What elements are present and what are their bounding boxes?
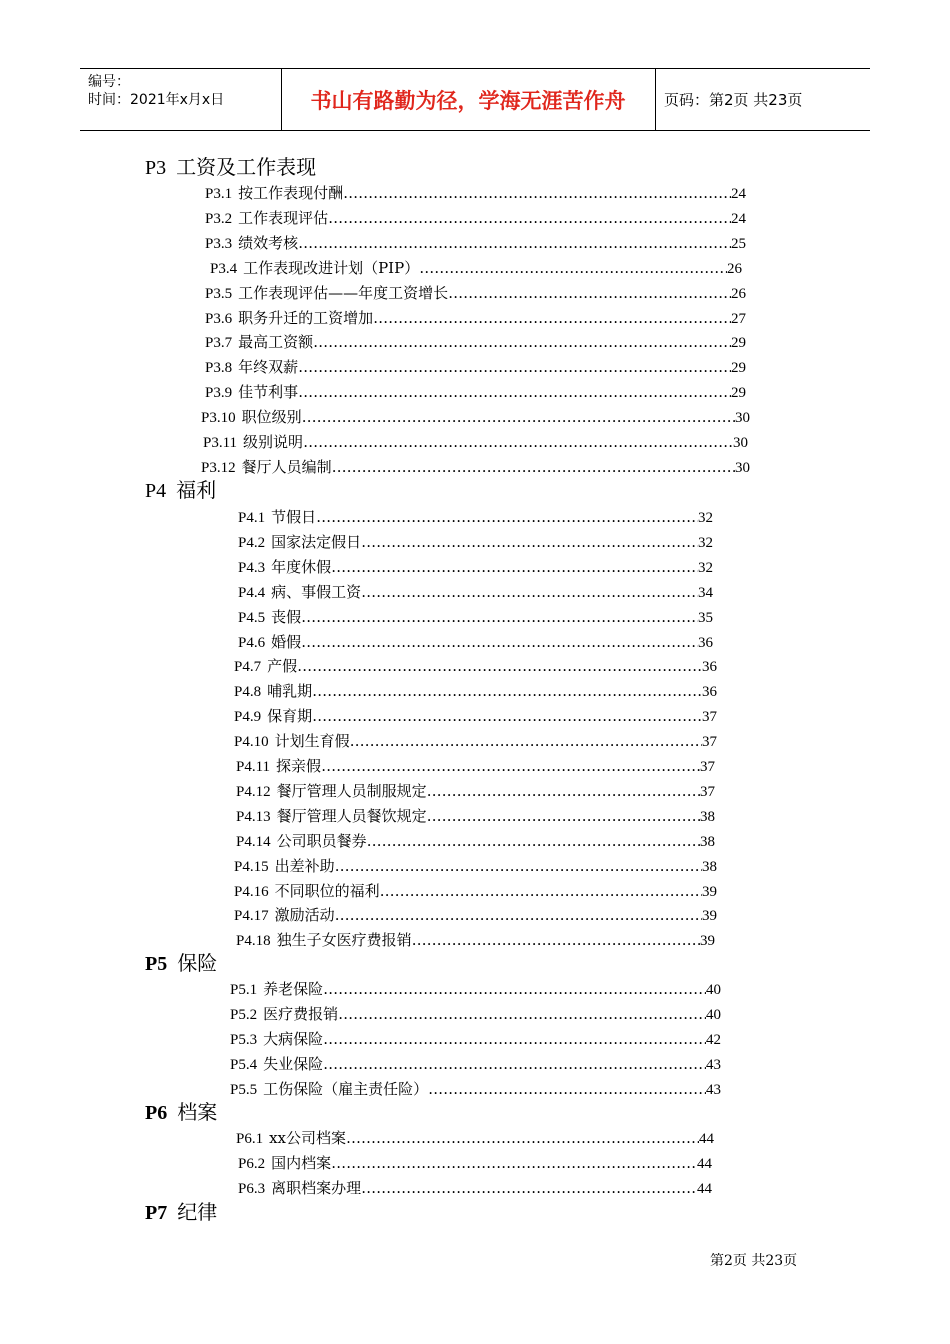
toc-entry[interactable]: [236, 831, 715, 852]
dot-leader: [361, 582, 698, 602]
toc-entry[interactable]: [238, 507, 713, 528]
section-code: P5: [145, 953, 168, 975]
dot-leader: [367, 831, 700, 851]
toc-entry-title: 离职档案办理: [271, 1178, 362, 1197]
dot-leader: [301, 607, 698, 627]
section-heading: [145, 1100, 217, 1125]
toc-entry-code: P4.6: [238, 634, 266, 651]
toc-entry-code: P3.11: [203, 435, 238, 451]
toc-entry[interactable]: [236, 806, 715, 827]
toc-entry[interactable]: [234, 681, 717, 702]
toc-entry-title: 绩效考核: [238, 233, 299, 252]
section-title: 福利: [176, 478, 217, 502]
toc-entry-page: 26: [727, 260, 742, 277]
dot-leader: [316, 507, 698, 527]
dot-leader: [301, 632, 698, 652]
toc-entry-code: P4.13: [236, 808, 271, 825]
toc-entry-title: 按工作表现付酬: [238, 184, 344, 202]
section-heading: [145, 1200, 217, 1225]
toc-entry-title: 公司职员餐券: [276, 831, 367, 850]
dot-leader: [298, 233, 731, 253]
toc-entry-title: 保育期: [267, 707, 313, 726]
toc-entry-title: 医疗费报销: [263, 1004, 339, 1023]
toc-entry[interactable]: [238, 632, 713, 653]
toc-entry[interactable]: [230, 979, 721, 1000]
header-motto: 书山有路勤为径，学海无涯苦作舟: [310, 88, 626, 113]
toc-entry[interactable]: [234, 656, 717, 677]
dot-leader: [302, 407, 735, 427]
toc-entry-code: P3.6: [205, 310, 233, 327]
toc-entry-page: 34: [698, 584, 713, 601]
dot-leader: [323, 1054, 706, 1074]
toc-entry[interactable]: [201, 407, 750, 428]
toc-entry-code: P3.12: [201, 459, 236, 476]
toc-entry-title: 病、事假工资: [271, 582, 362, 601]
toc-entry-page: 30: [733, 435, 748, 451]
toc-entry-title: 职位级别: [241, 408, 302, 427]
toc-entry-page: 42: [706, 1031, 721, 1048]
toc-entry-code: P3.4: [210, 260, 238, 277]
toc-entry-code: P3.8: [205, 360, 233, 377]
toc-entry-title: 职务升迁的工资增加: [238, 308, 374, 327]
toc-entry[interactable]: [230, 1079, 721, 1100]
toc-entry-page: 32: [698, 534, 713, 551]
dot-leader: [323, 1029, 706, 1049]
toc-entry[interactable]: [230, 1004, 721, 1025]
dot-leader: [361, 532, 698, 552]
toc-entry[interactable]: [234, 856, 717, 877]
toc-entry-code: P5.4: [230, 1056, 258, 1073]
toc-entry[interactable]: [230, 1029, 721, 1050]
section-title: 纪律: [177, 1200, 218, 1224]
dot-leader: [312, 706, 702, 726]
dot-leader: [323, 979, 706, 999]
dot-leader: [338, 1004, 706, 1024]
toc-entry-page: 37: [700, 783, 715, 800]
section-heading: [145, 155, 316, 180]
toc-entry-page: 40: [706, 982, 721, 998]
dot-leader: [427, 781, 700, 801]
toc-entry-page: 43: [706, 1081, 721, 1098]
toc-entry-title: 丧假: [271, 607, 302, 626]
dot-leader: [419, 258, 727, 278]
toc-entry-code: P6.1: [236, 1131, 264, 1147]
toc-entry-code: P3.9: [205, 385, 233, 402]
toc-entry-page: 43: [706, 1056, 721, 1073]
toc-entry-page: 39: [702, 908, 717, 925]
toc-entry-title: 餐厅管理人员餐饮规定: [276, 806, 427, 825]
toc-entry[interactable]: [203, 432, 748, 453]
toc-entry[interactable]: [238, 557, 713, 578]
toc-entry-code: P6.3: [238, 1180, 266, 1197]
toc-entry-code: P4.4: [238, 584, 266, 601]
toc-entry[interactable]: [205, 382, 746, 403]
toc-entry-code: P4.1: [238, 510, 266, 526]
toc-entry-code: P3.7: [205, 335, 233, 352]
header-table: [80, 68, 870, 131]
toc-entry[interactable]: [238, 532, 713, 553]
toc-entry-page: 24: [731, 210, 746, 227]
header-page-label: 页码：第2页 共23页: [664, 91, 803, 109]
toc-entry-title: 出差补助: [274, 856, 335, 875]
toc-entry-code: P6.2: [238, 1155, 266, 1172]
dot-leader: [343, 183, 731, 203]
toc-entry-code: P3.5: [205, 285, 233, 302]
dot-leader: [427, 806, 700, 826]
toc-entry-code: P4.12: [236, 783, 271, 800]
toc-entry-title: 餐厅管理人员制服规定: [276, 781, 427, 800]
toc-entry-title: 工作表现评估: [238, 208, 329, 227]
dot-leader: [332, 457, 735, 477]
toc-entry-title: 独生子女医疗费报销: [276, 931, 412, 950]
dot-leader: [346, 1128, 699, 1148]
toc-entry-title: 探亲假: [276, 757, 322, 775]
toc-entry[interactable]: [205, 283, 746, 304]
header-divider: [655, 69, 656, 130]
toc-entry[interactable]: [238, 1153, 712, 1174]
toc-entry-page: 37: [700, 759, 715, 775]
toc-entry-code: P4.17: [234, 908, 269, 925]
toc-entry-page: 36: [702, 659, 717, 676]
toc-entry-page: 38: [700, 833, 715, 850]
toc-entry-page: 37: [702, 709, 717, 726]
toc-entry-title: 餐厅人员编制: [241, 457, 332, 476]
dot-leader: [298, 382, 731, 402]
dot-leader: [313, 332, 731, 352]
toc-entry[interactable]: [201, 457, 750, 478]
toc-entry-page: 39: [700, 933, 715, 950]
toc-entry-title: 产假: [267, 657, 298, 676]
toc-entry-title: 国家法定假日: [271, 532, 362, 551]
dot-leader: [298, 357, 731, 377]
toc-entry-title: 计划生育假: [274, 732, 350, 751]
toc-entry-code: P5.5: [230, 1081, 258, 1098]
toc-entry-code: P3.3: [205, 235, 233, 252]
toc-entry[interactable]: [205, 208, 746, 229]
toc-entry-title: 佳节利事: [238, 383, 299, 402]
toc-entry[interactable]: [234, 706, 717, 727]
toc-entry-title: 大病保险: [263, 1029, 324, 1048]
toc-entry-title: 哺乳期: [267, 682, 313, 701]
toc-entry-title: 工作表现评估——年度工资增长: [238, 283, 449, 302]
toc-entry-page: 36: [698, 634, 713, 651]
toc-entry[interactable]: [236, 756, 715, 777]
toc-entry-title: 激励活动: [274, 906, 335, 925]
toc-entry-page: 27: [731, 310, 746, 327]
toc-entry-code: P4.8: [234, 684, 262, 701]
document-number-label: 编号：: [88, 74, 130, 90]
toc-entry-code: P5.2: [230, 1006, 258, 1023]
toc-entry-page: 39: [702, 883, 717, 900]
section-code: P4: [145, 480, 167, 502]
document-time-label: 时间：2021年x月x日: [88, 92, 225, 108]
toc-entry[interactable]: [205, 308, 746, 329]
toc-entry-title: xx公司档案: [269, 1129, 347, 1147]
toc-entry-title: 年终双薪: [238, 358, 299, 377]
toc-entry-page: 32: [698, 510, 713, 526]
dot-leader: [331, 557, 698, 577]
toc-entry[interactable]: [238, 1178, 712, 1199]
dot-leader: [350, 731, 702, 751]
dot-leader: [297, 656, 702, 676]
toc-entry-page: 30: [735, 410, 750, 427]
toc-entry-code: P4.10: [234, 734, 269, 751]
toc-entry-code: P3.1: [205, 186, 233, 202]
toc-entry[interactable]: [205, 357, 746, 378]
toc-entry[interactable]: [238, 607, 713, 628]
toc-entry[interactable]: [238, 582, 713, 603]
toc-entry-page: 35: [698, 609, 713, 626]
header-meta: [80, 69, 280, 130]
dot-leader: [328, 208, 731, 228]
page-footer: 第2页 共23页: [710, 1253, 798, 1269]
toc-entry-page: 26: [731, 285, 746, 302]
toc-entry-code: P4.15: [234, 858, 269, 875]
toc-entry-title: 国内档案: [271, 1153, 332, 1172]
toc-entry-page: 37: [702, 734, 717, 751]
toc-entry-page: 44: [697, 1155, 712, 1172]
dot-leader: [335, 905, 702, 925]
toc-entry-page: 30: [735, 459, 750, 476]
toc-entry-code: P5.3: [230, 1031, 258, 1048]
toc-entry-title: 节假日: [271, 508, 317, 526]
dot-leader: [303, 432, 733, 452]
toc-entry[interactable]: [205, 183, 746, 204]
toc-entry-title: 婚假: [271, 632, 302, 651]
toc-entry[interactable]: [205, 233, 746, 254]
toc-entry-title: 工作表现改进计划（PIP）: [243, 258, 420, 277]
toc-entry-page: 40: [706, 1006, 721, 1023]
toc-entry-code: P4.11: [236, 759, 271, 775]
toc-entry[interactable]: [234, 731, 717, 752]
toc-entry-title: 失业保险: [263, 1054, 324, 1073]
section-code: P7: [145, 1202, 168, 1224]
dot-leader: [335, 856, 702, 876]
toc-entry[interactable]: [230, 1054, 721, 1075]
toc-entry-page: 44: [699, 1131, 714, 1147]
toc-entry[interactable]: [205, 332, 746, 353]
toc-entry-code: P4.5: [238, 609, 266, 626]
toc-entry-code: P4.7: [234, 659, 262, 676]
toc-entry-code: P3.10: [201, 410, 236, 427]
toc-entry[interactable]: [236, 781, 715, 802]
dot-leader: [312, 681, 702, 701]
toc-entry-page: 29: [731, 385, 746, 402]
toc-entry-page: 29: [731, 360, 746, 377]
toc-entry-code: P4.3: [238, 559, 266, 576]
toc-entry-title: 级别说明: [243, 433, 304, 451]
dot-leader: [448, 283, 731, 303]
section-code: P3: [145, 157, 167, 179]
toc-entry-code: P5.1: [230, 982, 258, 998]
toc-entry-code: P4.14: [236, 833, 271, 850]
dot-leader: [373, 308, 731, 328]
toc-entry-page: 38: [702, 858, 717, 875]
section-code: P6: [145, 1102, 168, 1124]
dot-leader: [331, 1153, 697, 1173]
toc-entry-title: 不同职位的福利: [274, 881, 380, 900]
toc-entry[interactable]: [210, 258, 742, 279]
section-title: 工资及工作表现: [176, 155, 317, 179]
toc-entry-page: 25: [731, 235, 746, 252]
toc-entry[interactable]: [234, 905, 717, 926]
section-heading: [145, 951, 217, 976]
dot-leader: [321, 756, 700, 776]
toc-entry-code: P4.2: [238, 534, 266, 551]
toc-entry-page: 38: [700, 808, 715, 825]
toc-entry-page: 29: [731, 335, 746, 352]
toc-entry-page: 36: [702, 684, 717, 701]
toc-entry-code: P3.2: [205, 210, 233, 227]
toc-entry[interactable]: [236, 930, 715, 951]
dot-leader: [361, 1178, 697, 1198]
dot-leader: [380, 881, 702, 901]
toc-entry-code: P4.18: [236, 933, 271, 950]
toc-entry-code: P4.16: [234, 883, 269, 900]
toc-entry-title: 工伤保险（雇主责任险）: [263, 1079, 429, 1098]
section-title: 保险: [177, 951, 218, 975]
toc-entry-title: 最高工资额: [238, 333, 314, 352]
toc-entry-code: P4.9: [234, 709, 262, 726]
dot-leader: [428, 1079, 706, 1099]
toc-entry-page: 44: [697, 1180, 712, 1197]
toc-entry[interactable]: [236, 1128, 714, 1149]
toc-entry-title: 养老保险: [263, 980, 324, 998]
toc-entry-page: 32: [698, 559, 713, 576]
section-title: 档案: [177, 1100, 218, 1124]
section-heading: [145, 478, 216, 503]
dot-leader: [412, 930, 700, 950]
toc-entry-title: 年度休假: [271, 557, 332, 576]
toc-entry[interactable]: [234, 881, 717, 902]
toc-entry-page: 24: [731, 186, 746, 202]
